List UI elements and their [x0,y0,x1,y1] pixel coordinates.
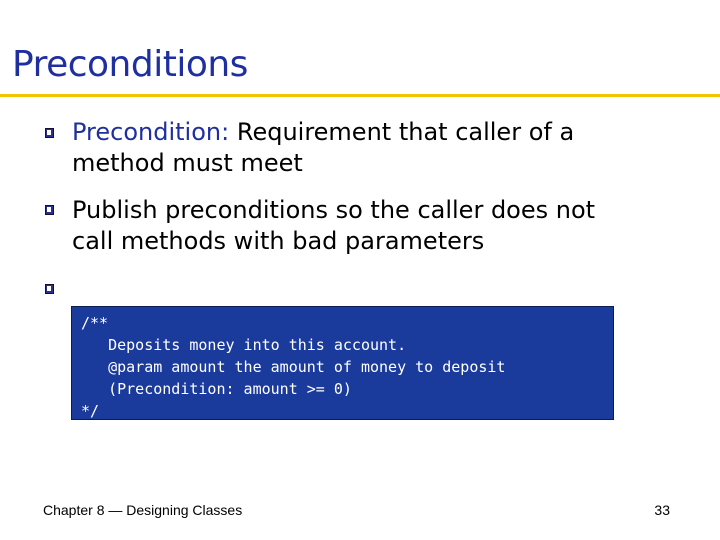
code-line: (Precondition: amount >= 0) [81,380,352,398]
bullet-precondition-line-2: method must meet [72,149,303,177]
code-line: */ [81,402,100,420]
title-divider [0,94,720,97]
bullet-publish-line-1: Publish preconditions so the caller does not [72,196,596,224]
precondition-colon: : [221,118,230,146]
slide-title: Preconditions [12,44,248,85]
precondition-definition: Requirement that caller of a [229,118,575,146]
bullet-square-icon [45,205,54,215]
bullet-square-icon [45,284,54,294]
page-number: 33 [654,502,670,518]
code-line: @param amount the amount of money to deposit [81,358,506,376]
bullet-precondition-line-1 [72,117,574,148]
code-block [71,306,614,420]
precondition-term: Precondition [72,118,222,146]
code-line: /** [81,314,109,332]
bullet-publish-line-2: call methods with bad parameters [72,227,485,255]
bullet-square-icon [45,128,54,138]
code-line: Deposits money into this account. [81,336,407,354]
footer-chapter-title: Chapter 8 — Designing Classes [43,502,243,518]
